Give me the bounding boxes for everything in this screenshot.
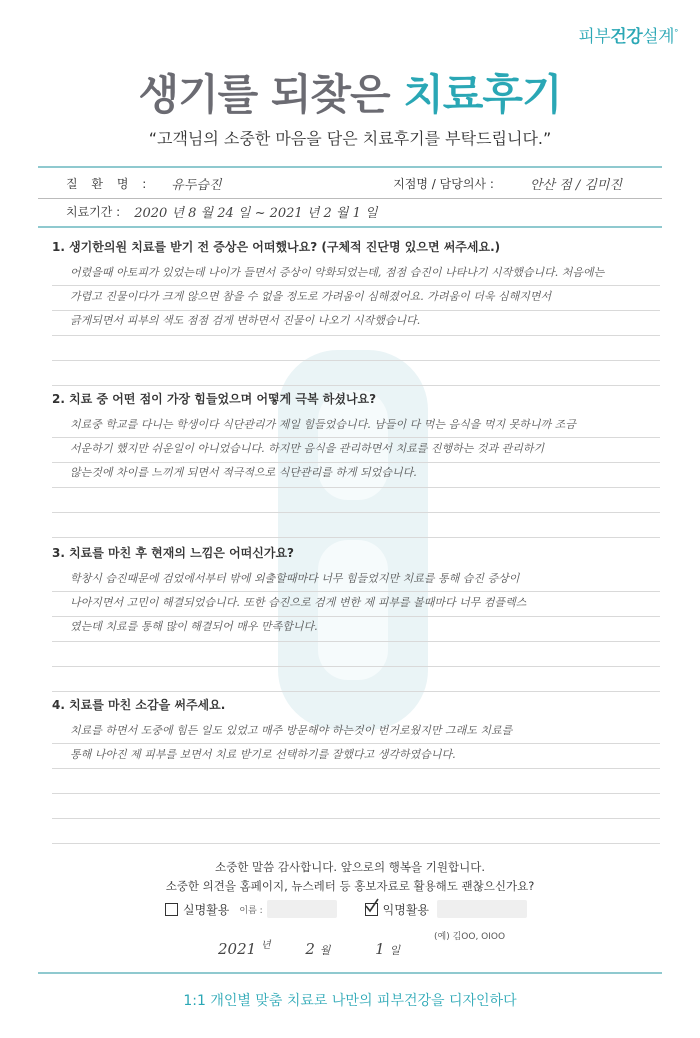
answer-line: 통해 나아진 제 피부를 보면서 치료 받기로 선택하기를 잘했다고 생각하였습니다. [70, 748, 456, 761]
closing-line2: 소중한 의견을 홈페이지, 뉴스레터 등 홍보자료로 활용해도 괜찮으신가요? [165, 879, 535, 893]
closing-message [0, 858, 700, 896]
title-accent: 치료후기 [403, 70, 562, 119]
anonymous-checkbox[interactable] [365, 903, 378, 916]
brand-logo [578, 22, 678, 47]
branch-label: 지점명 / 담당의사 : [393, 176, 494, 191]
answer-1 [70, 261, 660, 333]
name-field[interactable] [267, 900, 337, 918]
answer-line: 였는데 치료를 통해 많이 해결되어 매우 만족합니다. [70, 620, 318, 633]
period-label: 치료기간 : [66, 204, 121, 219]
closing-line1: 소중한 말씀 감사합니다. 앞으로의 행복을 기원합니다. [215, 860, 485, 874]
question-1 [52, 238, 660, 386]
brand-mark: ° [674, 28, 678, 39]
name-example: (예) 김OO, OIOO [434, 932, 506, 942]
answer-line: 긁게되면서 피부의 색도 점점 검게 변하면서 진물이 나오기 시작했습니다. [70, 314, 421, 327]
answer-line: 가렵고 진물이다가 크게 않으면 참을 수 없을 정도로 가려움이 심해졌어요. 가려움이 더욱 심해지면서 [70, 290, 552, 303]
real-name-label: 실명활용 [183, 902, 230, 917]
answer-2 [70, 413, 660, 485]
question-4 [52, 696, 660, 844]
anonymous-field[interactable] [437, 900, 527, 918]
answer-line: 서운하기 했지만 쉬운일이 아니었습니다. 하지만 음식을 관리하면서 치료를 진행하는 것과 관리하기 [70, 442, 545, 455]
question-3 [52, 544, 660, 692]
signature-date [218, 936, 400, 958]
answer-line: 학창시 습진때문에 검었에서부터 밖에 외출할때마다 너무 힘들었지만 치료를 통해 습진 증상이 [70, 572, 520, 585]
answer-line: 치료를 하면서 도중에 힘든 일도 있었고 매주 방문해야 하는것이 번거로웠지만 그래도 치료를 [70, 724, 513, 737]
brand-bold: 건강 [610, 27, 643, 47]
answer-3 [70, 567, 660, 639]
name-label: 이름 : [239, 905, 263, 916]
consent-options [165, 900, 527, 918]
date-year: 2021 [218, 940, 257, 958]
branch-value: 안산 점 / 김미진 [529, 177, 622, 193]
brand-prefix: 피부 [578, 27, 611, 47]
question-2-text: 2. 치료 중 어떤 점이 가장 힘들었으며 어떻게 극복 하셨나요? [52, 392, 377, 406]
page-title [0, 62, 700, 122]
answer-line: 않는것에 차이를 느끼게 되면서 적극적으로 식단관리를 하게 되었습니다. [70, 466, 417, 479]
title-part1: 생기를 되찾은 [138, 70, 404, 119]
date-day-unit: 일 [389, 944, 401, 957]
answer-line: 치료중 학교를 다니는 학생이다 식단관리가 제일 힘들었습니다. 남들이 다 먹는 음식을 먹지 못하니까 조금 [70, 418, 576, 431]
date-month-unit: 월 [319, 944, 331, 957]
footer-slogan: 1:1 개인별 맞춤 치료로 나만의 피부건강을 디자인하다 [38, 972, 662, 1010]
brand-suffix: 설계 [642, 27, 674, 47]
date-year-unit: 년 [260, 940, 271, 951]
check-mark-icon [364, 898, 380, 914]
period-value: 2020 년 8 월 24 일 ~ 2021 년 2 월 1 일 [134, 205, 378, 221]
question-1-text: 1. 생기한의원 치료를 받기 전 증상은 어떠했나요? (구체적 진단명 있으면 써주세요.) [52, 240, 501, 254]
disease-label: 질 환 명 : [66, 176, 152, 191]
answer-line: 나아지면서 고민이 해결되었습니다. 또한 습진으로 검게 변한 제 피부를 볼때마다 너무 컴플렉스 [70, 596, 527, 609]
info-row-disease [38, 166, 662, 199]
date-day: 1 [375, 940, 385, 958]
answer-4 [70, 719, 660, 767]
info-row-period [38, 196, 662, 228]
question-2 [52, 390, 660, 538]
question-4-text: 4. 치료를 마친 소감을 써주세요. [52, 698, 226, 712]
question-3-text: 3. 치료를 마친 후 현재의 느낌은 어떠신가요? [52, 546, 295, 560]
date-month: 2 [305, 940, 315, 958]
page-subtitle: “고객님의 소중한 마음을 담은 치료후기를 부탁드립니다.” [148, 129, 552, 148]
anonymous-label: 익명활용 [382, 902, 430, 917]
answer-line: 어렸을때 아토피가 있었는데 나이가 들면서 증상이 악화되었는데, 점점 습진이 나타나기 시작했습니다. 처음에는 [70, 266, 605, 279]
real-name-checkbox[interactable] [165, 903, 178, 916]
disease-value: 유두습진 [171, 177, 222, 193]
